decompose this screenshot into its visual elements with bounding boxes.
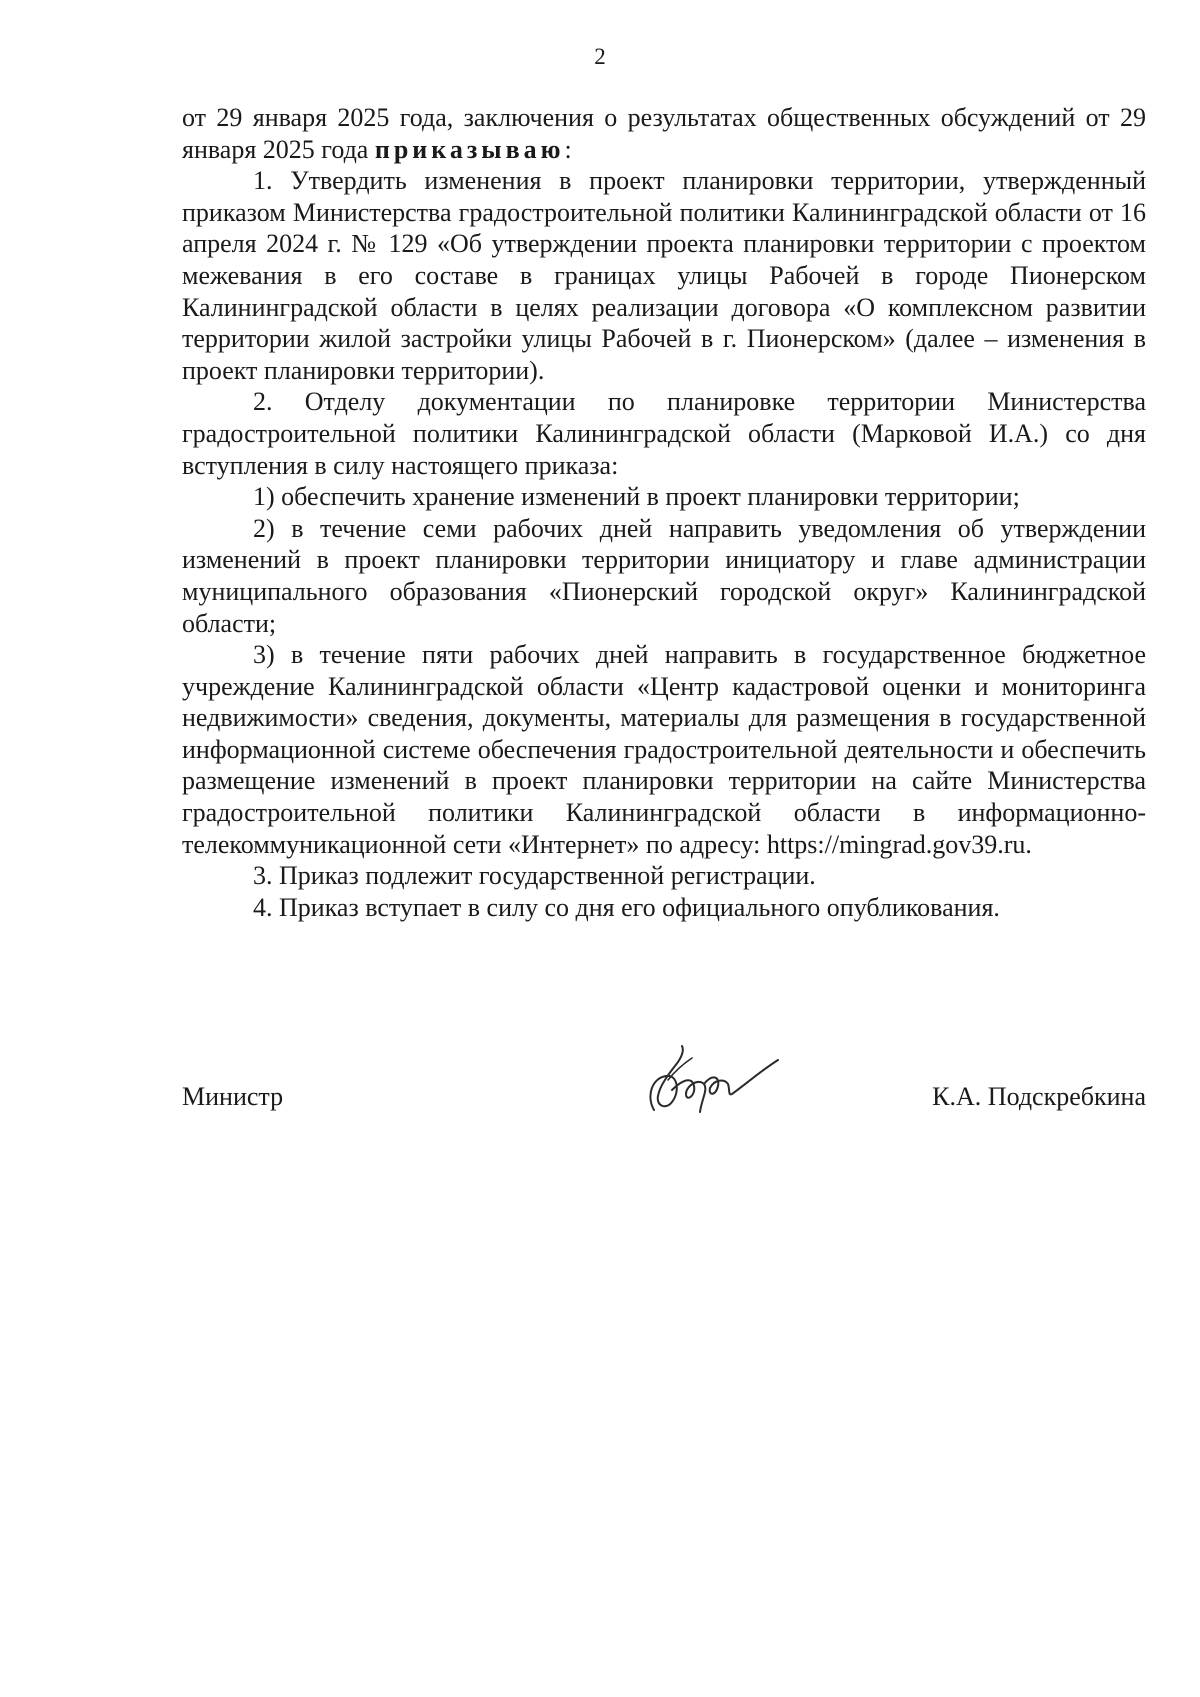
- paragraph-3: 3. Приказ подлежит государственной регистрации.: [253, 861, 816, 891]
- paragraph-2-item-2: 2) в течение семи рабочих дней направить уведомления об утверждении изменений в проект планировки территории инициатору и главе администрации муниципального образования «Пионерский городской округ» Калининградской области;: [182, 513, 1146, 638]
- signatory-title: Министр: [182, 1082, 284, 1111]
- intro-colon: :: [564, 134, 572, 164]
- paragraph-4: 4. Приказ вступает в силу со дня его официального опубликования.: [253, 892, 1000, 922]
- signatory-name: К.А. Подскребкина: [932, 1082, 1146, 1111]
- signature-block: [182, 1082, 1146, 1122]
- paragraph-2: 2. Отделу документации по планировке территории Министерства градостроительной политики Калининградской области (Марковой И.А.) со дня вступления в силу настоящего приказа:: [182, 387, 1146, 480]
- handwritten-signature: [642, 1040, 782, 1120]
- paragraph-2-item-3: 3) в течение пяти рабочих дней направить в государственное бюджетное учреждение Калининградской области «Центр кадастровой оценки и мониторинга недвижимости» сведения, документы, материалы для размещения в государственной информационной системе обеспечения градостроительной деятельности и обеспечить размещение изменений в проект планировки территории на сайте Министерства градостроительной политики Калининградской области в информационно-телекоммуникационной сети «Интернет» по адресу: https://mingrad.gov39.ru.: [182, 640, 1146, 859]
- intro-paragraph: [182, 102, 1146, 165]
- document-body: [182, 102, 1146, 923]
- paragraph-1: 1. Утвердить изменения в проект планировки территории, утвержденный приказом Министерства градостроительной политики Калининградской области от 16 апреля 2024 г. № 129 «Об утверждении проекта планировки территории с проектом межевания в его составе в границах улицы Рабочей в городе Пионерском Калининградской области в целях реализации договора «О комплексном развитии территории жилой застройки улицы Рабочей в г. Пионерском» (далее – изменения в проект планировки территории).: [182, 166, 1146, 385]
- intro-text: от 29 января 2025 года, заключения о результатах общественных обсуждений от 29 января 2025 года: [182, 103, 1146, 164]
- paragraph-2-item-1: 1) обеспечить хранение изменений в проект планировки территории;: [253, 482, 1020, 512]
- order-keyword: приказываю: [374, 134, 565, 164]
- page-number: 2: [594, 44, 606, 69]
